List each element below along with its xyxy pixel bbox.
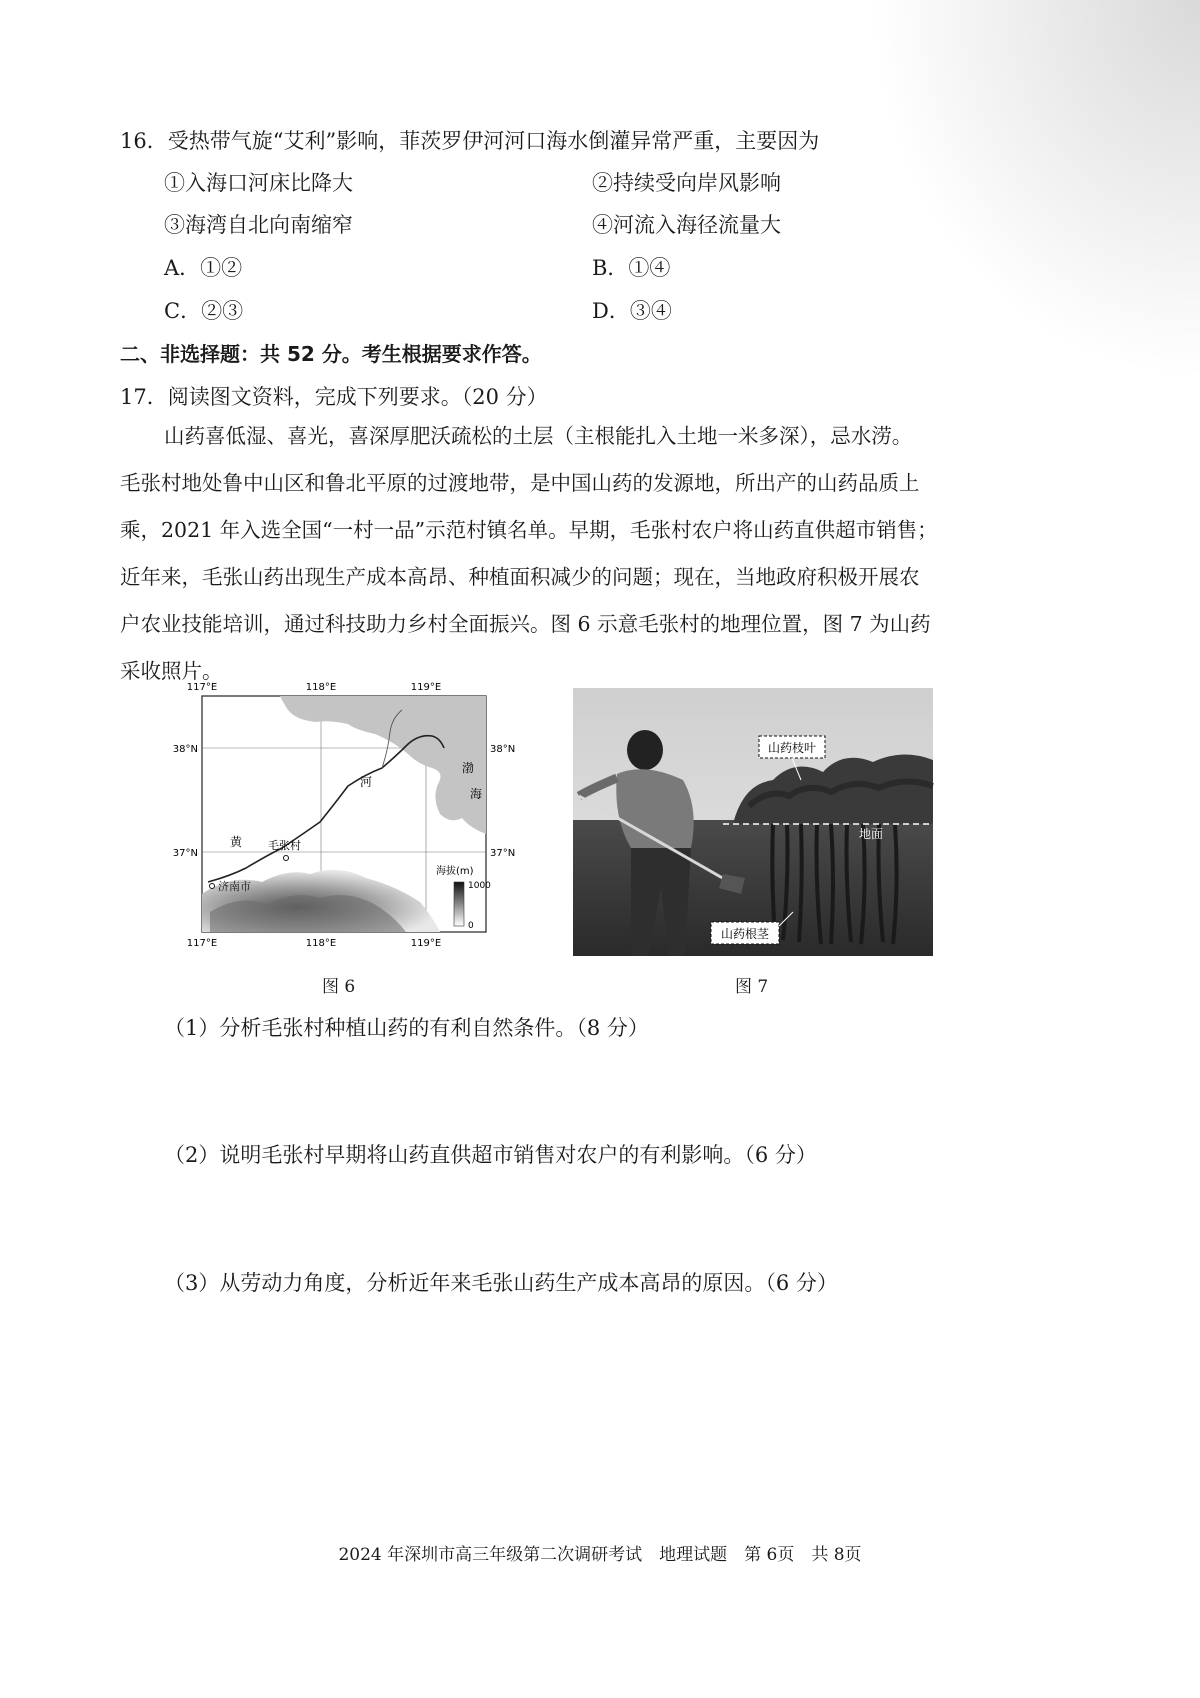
figure-7-caption: 图 7	[735, 977, 769, 997]
q17-paragraph-line: 乘，2021 年入选全国“一村一品”示范村镇名单。早期，毛张村农户将山药直供超市销售；	[120, 518, 938, 542]
village-marker	[284, 856, 289, 861]
city-label: 济南市	[218, 880, 251, 893]
legend-max: 1000	[468, 881, 491, 891]
q17-paragraph-line: 户农业技能培训，通过科技助力乡村全面振兴。图 6 示意毛张村的地理位置，图 7 为山药	[120, 612, 931, 636]
q16-statement-1: ①入海口河床比降大	[164, 171, 353, 195]
city-marker	[210, 884, 215, 889]
worker-body	[616, 769, 693, 848]
lat-label-38-right: 38°N	[490, 744, 516, 755]
sea-char-bo: 渤	[462, 761, 475, 775]
q16-option-d: D．③④	[592, 299, 672, 323]
q16-stem: 16．受热带气旋“艾利”影响，菲茨罗伊河河口海水倒灌异常严重，主要因为	[120, 129, 820, 153]
photo-svg	[573, 688, 933, 956]
q17-paragraph-line: 近年来，毛张山药出现生产成本高昂、种植面积减少的问题；现在，当地政府积极开展农	[120, 565, 920, 589]
lon-label-119-top: 119°E	[410, 682, 442, 693]
q16-statement-4: ④河流入海径流量大	[592, 213, 781, 237]
lon-label-118-bottom: 118°E	[305, 938, 337, 949]
lat-label-37-left: 37°N	[172, 848, 198, 859]
q16-option-a: A．①②	[164, 256, 243, 280]
leaves-label: 山药枝叶	[767, 741, 817, 755]
figure-6-caption: 图 6	[322, 977, 356, 997]
page-footer: 2024 年深圳市高三年级第二次调研考试 地理试题 第 6页 共 8页	[338, 1545, 862, 1565]
q17-sub-2: （2）说明毛张村早期将山药直供超市销售对农户的有利影响。（6 分）	[164, 1143, 817, 1167]
lon-label-117-top: 117°E	[186, 682, 218, 693]
legend-min: 0	[468, 921, 474, 931]
lat-label-37-right: 37°N	[490, 848, 516, 859]
village-label: 毛张村	[268, 839, 301, 852]
river-char-he: 河	[360, 775, 373, 789]
q17-paragraph-line: 采收照片。	[120, 659, 223, 683]
root-label: 山药根茎	[720, 927, 770, 941]
q17-stem: 17．阅读图文资料，完成下列要求。（20 分）	[120, 385, 548, 409]
ground-label: 地面	[859, 827, 884, 841]
lon-label-118-top: 118°E	[305, 682, 337, 693]
section2-title: 二、非选择题：共 52 分。考生根据要求作答。	[120, 342, 542, 366]
legend-bar	[454, 882, 464, 926]
map-svg	[170, 676, 516, 956]
q17-paragraph-line: 山药喜低湿、喜光，喜深厚肥沃疏松的土层（主根能扎入土地一米多深），忌水涝。	[164, 424, 913, 448]
lat-label-38-left: 38°N	[172, 744, 198, 755]
lon-label-117-bottom: 117°E	[186, 938, 218, 949]
river-char-huang: 黄	[230, 835, 243, 849]
worker-head	[627, 730, 663, 770]
q17-paragraph-line: 毛张村地处鲁中山区和鲁北平原的过渡地带，是中国山药的发源地，所出产的山药品质上	[120, 471, 920, 495]
lon-label-119-bottom: 119°E	[410, 938, 442, 949]
q17-paragraph	[120, 413, 1038, 695]
legend-title: 海拔(m)	[436, 866, 474, 877]
q17-sub-3: （3）从劳动力角度，分析近年来毛张山药生产成本高昂的原因。（6 分）	[164, 1271, 838, 1295]
figure-6-map	[170, 676, 516, 956]
q17-sub-1: （1）分析毛张村种植山药的有利自然条件。（8 分）	[164, 1016, 649, 1040]
q16-statement-3: ③海湾自北向南缩窄	[164, 213, 353, 237]
scan-shadow	[870, 0, 1200, 380]
q16-option-b: B．①④	[592, 256, 671, 280]
figure-7-photo	[573, 688, 933, 956]
q16-option-c: C．②③	[164, 299, 244, 323]
q16-statement-2: ②持续受向岸风影响	[592, 171, 781, 195]
sea-char-hai: 海	[470, 787, 483, 801]
